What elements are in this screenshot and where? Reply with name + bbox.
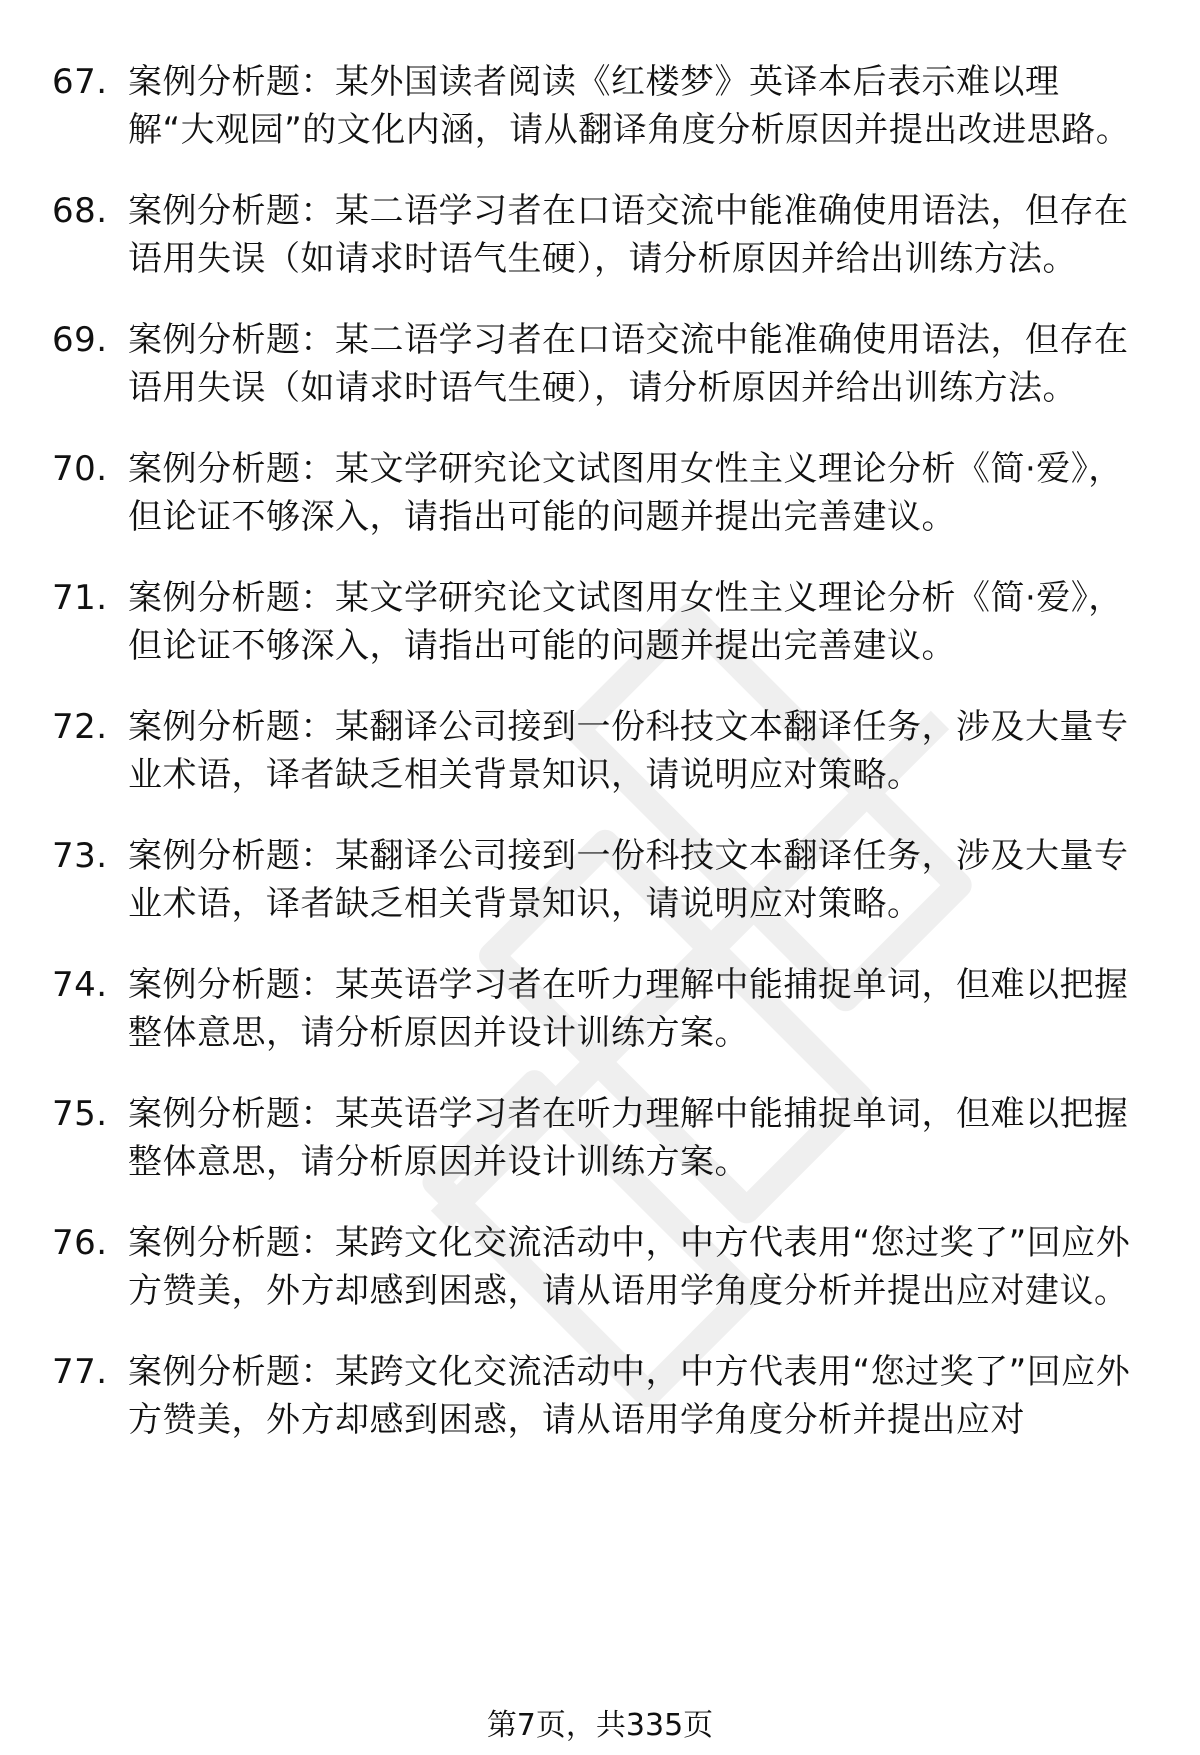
question-item	[52, 1219, 1152, 1315]
question-number: 70.	[52, 449, 108, 489]
page-footer	[0, 1706, 1200, 1746]
question-text: 案例分析题：某二语学习者在口语交流中能准确使用语法，但存在语用失误（如请求时语气生硬），请分析原因并给出训练方法。	[128, 320, 1129, 408]
question-number: 73.	[52, 836, 108, 876]
question-item	[52, 316, 1152, 412]
page-number-text: 第7页，共335页	[486, 1708, 714, 1743]
question-number: 74.	[52, 965, 108, 1005]
question-text: 案例分析题：某外国读者阅读《红楼梦》英译本后表示难以理解“大观园”的文化内涵，请从翻译角度分析原因并提出改进思路。	[128, 62, 1131, 150]
question-number: 72.	[52, 707, 108, 747]
question-number: 77.	[52, 1352, 108, 1392]
question-item	[52, 1348, 1152, 1444]
question-number: 75.	[52, 1094, 108, 1134]
question-item	[52, 187, 1152, 283]
question-text: 案例分析题：某二语学习者在口语交流中能准确使用语法，但存在语用失误（如请求时语气生硬），请分析原因并给出训练方法。	[128, 191, 1129, 279]
question-text: 案例分析题：某翻译公司接到一份科技文本翻译任务，涉及大量专业术语，译者缺乏相关背景知识，请说明应对策略。	[128, 836, 1129, 924]
question-text: 案例分析题：某翻译公司接到一份科技文本翻译任务，涉及大量专业术语，译者缺乏相关背景知识，请说明应对策略。	[128, 707, 1129, 795]
question-text: 案例分析题：某英语学习者在听力理解中能捕捉单词，但难以把握整体意思，请分析原因并设计训练方案。	[128, 965, 1129, 1053]
question-item	[52, 1090, 1152, 1186]
question-text: 案例分析题：某英语学习者在听力理解中能捕捉单词，但难以把握整体意思，请分析原因并设计训练方案。	[128, 1094, 1129, 1182]
question-item	[52, 961, 1152, 1057]
question-list	[52, 58, 1152, 1477]
question-text: 案例分析题：某文学研究论文试图用女性主义理论分析《简·爱》，但论证不够深入，请指出可能的问题并提出完善建议。	[128, 578, 1123, 666]
question-text: 案例分析题：某跨文化交流活动中，中方代表用“您过奖了”回应外方赞美，外方却感到困惑，请从语用学角度分析并提出应对建议。	[128, 1223, 1131, 1311]
question-item	[52, 832, 1152, 928]
question-text: 案例分析题：某文学研究论文试图用女性主义理论分析《简·爱》，但论证不够深入，请指出可能的问题并提出完善建议。	[128, 449, 1123, 537]
question-item	[52, 445, 1152, 541]
question-number: 71.	[52, 578, 108, 618]
question-number: 69.	[52, 320, 108, 360]
question-number: 76.	[52, 1223, 108, 1263]
question-item	[52, 58, 1152, 154]
question-text: 案例分析题：某跨文化交流活动中，中方代表用“您过奖了”回应外方赞美，外方却感到困惑，请从语用学角度分析并提出应对	[128, 1352, 1131, 1440]
question-item	[52, 574, 1152, 670]
question-number: 68.	[52, 191, 108, 231]
question-number: 67.	[52, 62, 108, 102]
question-item	[52, 703, 1152, 799]
